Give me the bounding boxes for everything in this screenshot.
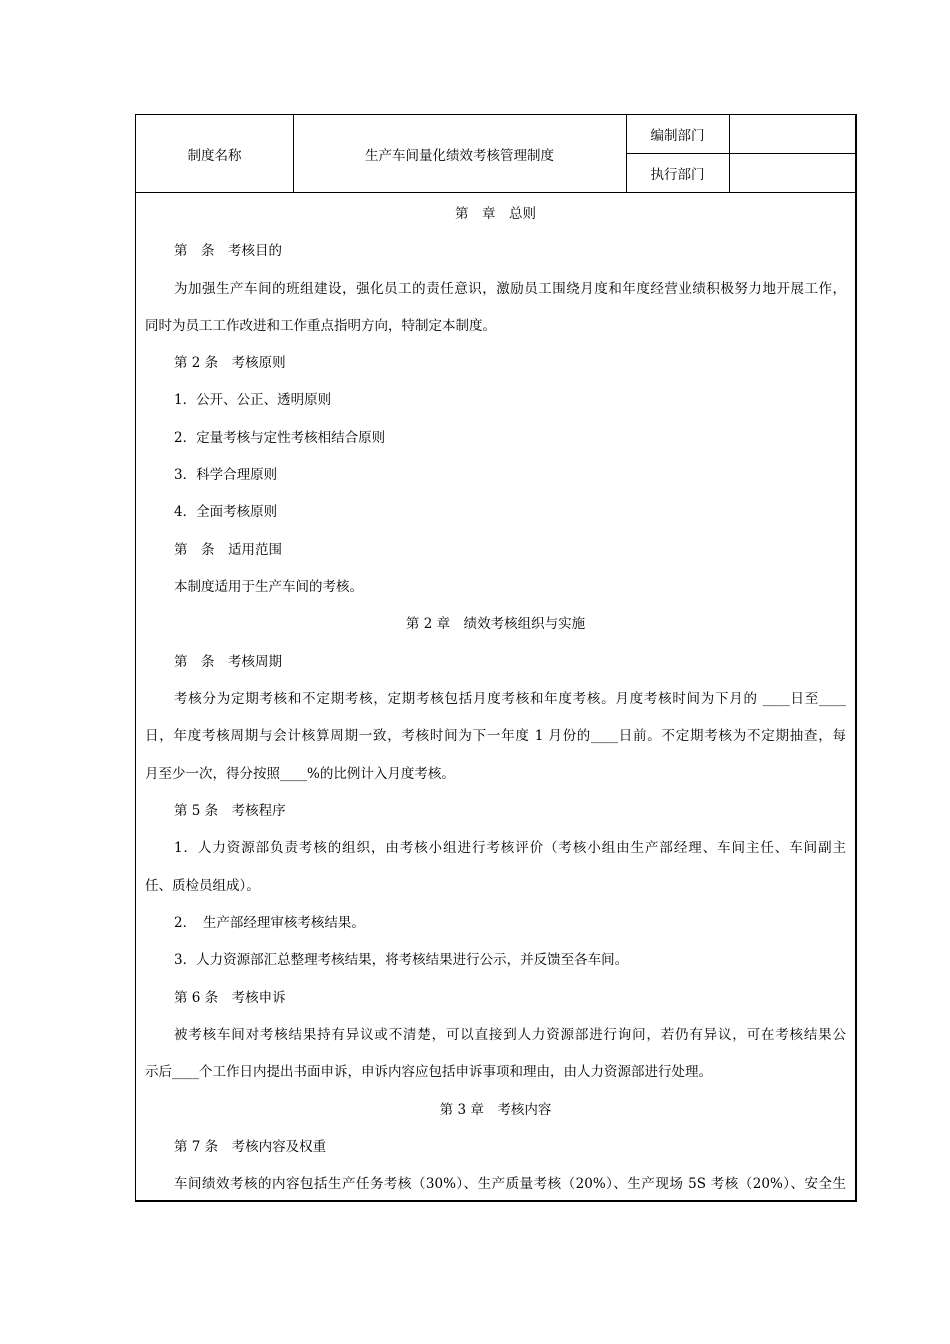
article-heading: 第 6 条 考核申诉	[174, 990, 286, 1006]
list-item: 1．公开、公正、透明原则	[174, 392, 332, 408]
article-heading: 第 条 适用范围	[174, 542, 282, 558]
paragraph-line: 日，年度考核周期与会计核算周期一致，考核时间为下一年度 1 月份的____日前。不定期考核为不定期抽查，每	[145, 728, 846, 744]
name-label: 制度名称	[187, 147, 242, 164]
paragraph-line: 为加强生产车间的班组建设，强化员工的责任意识，激励员工围绕月度和年度经营业绩积极努力地开展工作，	[174, 281, 846, 297]
chapter-heading: 第 3 章 考核内容	[439, 1102, 552, 1118]
article-heading: 第 2 条 考核原则	[174, 355, 286, 371]
exec-dept-value	[729, 153, 856, 192]
edit-dept-label: 编制部门	[650, 128, 705, 144]
list-item: 2． 生产部经理审核考核结果。	[174, 915, 365, 931]
chapter-heading: 第 2 章 绩效考核组织与实施	[405, 616, 586, 632]
paragraph-line: 月至少一次，得分按照____%的比例计入月度考核。	[145, 766, 455, 782]
paragraph-line: 示后____个工作日内提出书面申诉，申诉内容应包括申诉事项和理由，由人力资源部进行处理。	[145, 1064, 712, 1080]
edit-dept-value	[729, 115, 856, 153]
paragraph-line: 考核分为定期考核和不定期考核，定期考核包括月度考核和年度考核。月度考核时间为下月的 ____日至____	[174, 691, 846, 707]
paragraph-line: 被考核车间对考核结果持有异议或不清楚，可以直接到人力资源部进行询问，若仍有异议，可在考核结果公	[174, 1027, 846, 1043]
exec-dept-label: 执行部门	[650, 166, 705, 183]
paragraph-line: 车间绩效考核的内容包括生产任务考核（30%）、生产质量考核（20%）、生产现场 5S 考核（20%）、安全生	[174, 1176, 846, 1192]
list-item: 2．定量考核与定性考核相结合原则	[174, 430, 386, 446]
regulation-title: 生产车间量化绩效考核管理制度	[365, 147, 554, 164]
list-item: 3．科学合理原则	[174, 467, 278, 483]
list-item: 1．人力资源部负责考核的组织，由考核小组进行考核评价（考核小组由生产部经理、车间主任、车间副主	[174, 840, 846, 856]
article-heading: 第 7 条 考核内容及权重	[174, 1139, 327, 1155]
paragraph-line: 本制度适用于生产车间的考核。	[174, 579, 363, 595]
list-item: 3．人力资源部汇总整理考核结果，将考核结果进行公示，并反馈至各车间。	[174, 952, 629, 968]
regulation-body	[136, 192, 855, 1203]
regulation-table	[135, 114, 857, 1202]
article-heading: 第 条 考核目的	[174, 243, 282, 259]
article-heading: 第 5 条 考核程序	[174, 803, 286, 819]
table-header	[136, 115, 855, 193]
article-heading: 第 条 考核周期	[174, 654, 282, 670]
list-item: 4．全面考核原则	[174, 504, 278, 520]
chapter-heading: 第 章 总则	[455, 206, 536, 222]
list-item: 任、质检员组成）。	[145, 878, 260, 894]
paragraph-line: 同时为员工工作改进和工作重点指明方向，特制定本制度。	[145, 318, 496, 334]
